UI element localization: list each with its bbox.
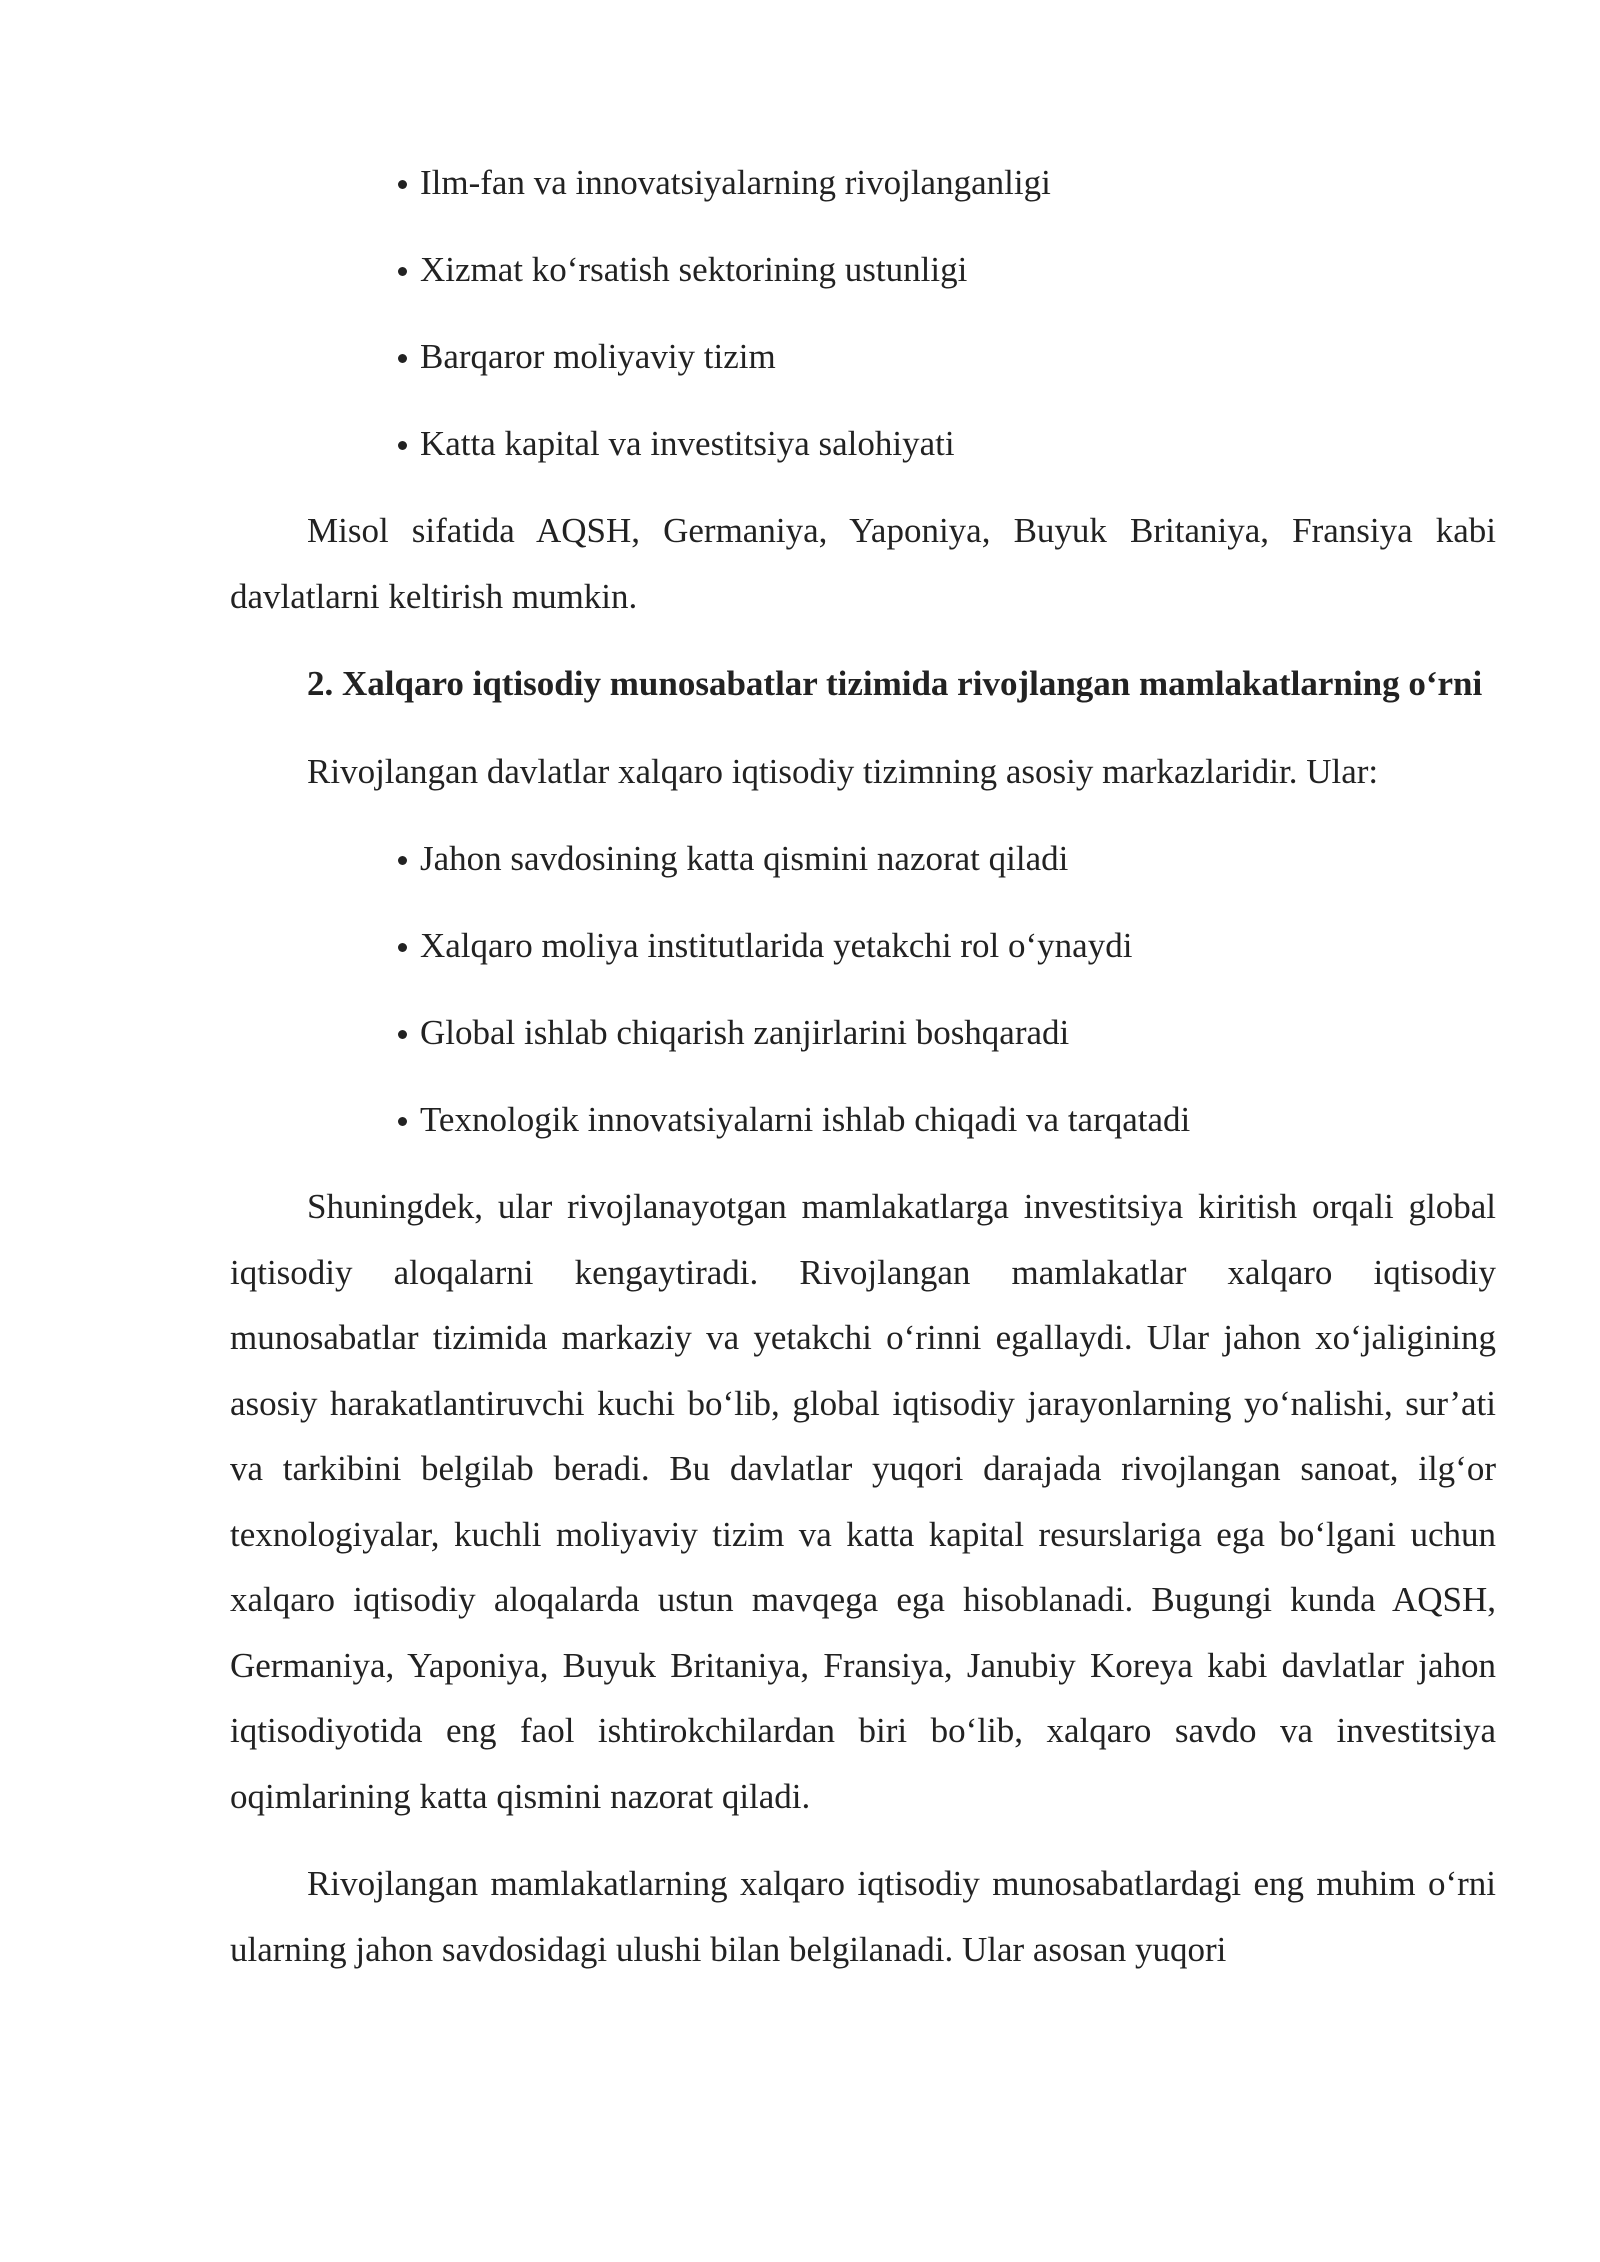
paragraph-body: Shuningdek, ular rivojlanayotgan mamlakatlarga investitsiya kiritish orqali global iqtisodiy aloqalarni kengaytiradi. Rivojlangan mamlakatlar xalqaro iqtisodiy munosabatlar tizimida markaziy va yetakchi o‘rinni egallaydi. Ular jahon xo‘jaligining asosiy harakatlantiruvchi kuchi bo‘lib, global iqtisodiy jarayonlarning yo‘nalishi, sur’ati va tarkibini belgilab beradi. Bu davlatlar yuqori darajada rivojlangan sanoat, ilg‘or texnologiyalar, kuchli moliyaviy tizim va katta kapital resurslariga ega bo‘lgani uchun xalqaro iqtisodiy aloqalarda ustun mavqega ega hisoblanadi. Bugungi kunda AQSH, Germaniya, Yaponiya, Buyuk Britaniya, Fransiya, Janubiy Koreya kabi davlatlar jahon iqtisodiyotida eng faol ishtirokchilardan biri bo‘lib, xalqaro savdo va investitsiya oqimlarining katta qismini nazorat qiladi. (230, 1187, 1496, 1816)
list-item: Barqaror moliyaviy tizim (398, 324, 1496, 389)
paragraph-intro: Rivojlangan davlatlar xalqaro iqtisodiy tizimning asosiy markazlaridir. Ular: (307, 751, 1379, 791)
list-item: Xalqaro moliya institutlarida yetakchi rol o‘ynaydi (398, 913, 1496, 978)
list-item: Xizmat ko‘rsatish sektorining ustunligi (398, 237, 1496, 302)
list-item: Katta kapital va investitsiya salohiyati (398, 411, 1496, 476)
document-page (230, 150, 1496, 2004)
bullet-list-features (230, 150, 1496, 476)
list-item: Ilm-fan va innovatsiyalarning rivojlanganligi (398, 150, 1496, 215)
bullet-list-roles (230, 826, 1496, 1152)
list-item: Global ishlab chiqarish zanjirlarini boshqaradi (398, 1000, 1496, 1065)
section-heading: 2. Xalqaro iqtisodiy munosabatlar tizimida rivojlangan mamlakatlarning o‘rni (307, 664, 1483, 703)
list-item: Jahon savdosining katta qismini nazorat qiladi (398, 826, 1496, 891)
paragraph-examples: Misol sifatida AQSH, Germaniya, Yaponiya, Buyuk Britaniya, Fransiya kabi davlatlarni keltirish mumkin. (230, 511, 1496, 616)
paragraph-continued: Rivojlangan mamlakatlarning xalqaro iqtisodiy munosabatlardagi eng muhim o‘rni ularning jahon savdosidagi ulushi bilan belgilanadi. Ular asosan yuqori (230, 1864, 1496, 1969)
list-item: Texnologik innovatsiyalarni ishlab chiqadi va tarqatadi (398, 1087, 1496, 1152)
